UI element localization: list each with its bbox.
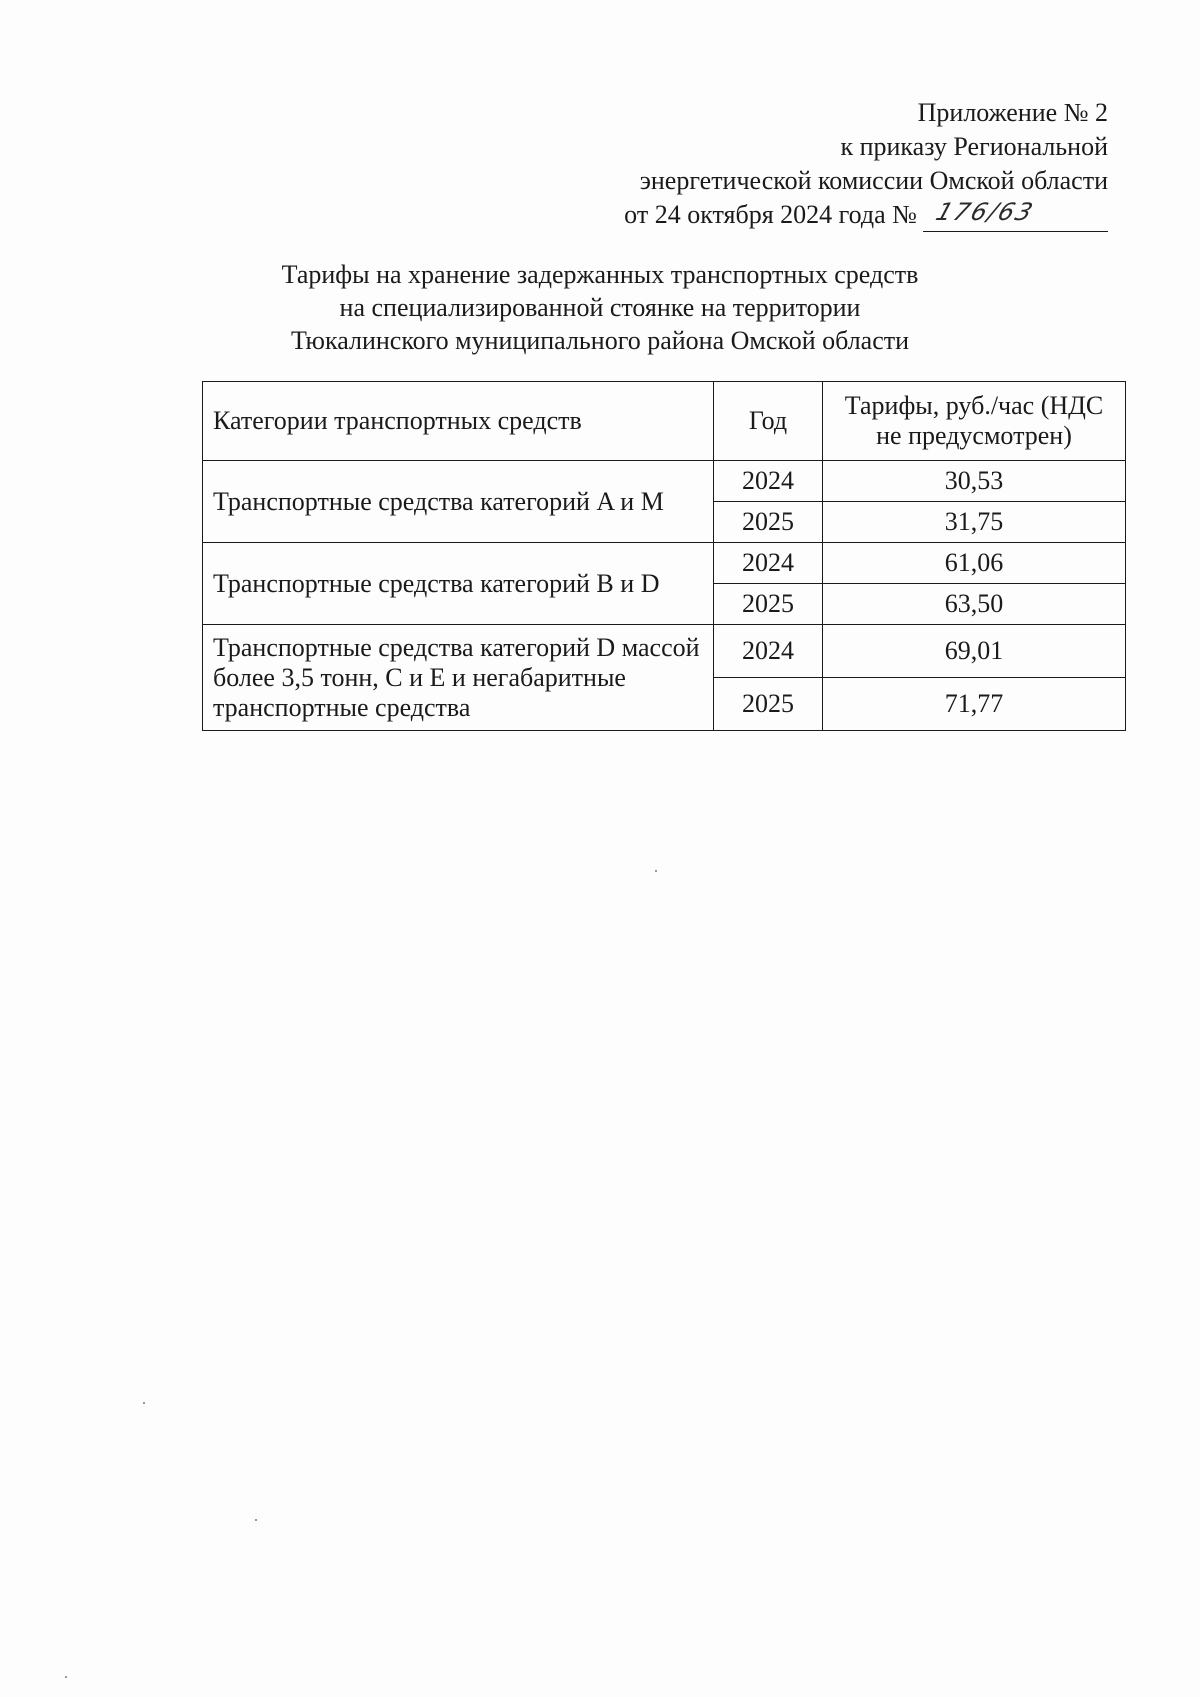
year-cell: 2024 <box>714 625 823 678</box>
document-title <box>0 258 1200 357</box>
year-cell: 2025 <box>714 502 823 543</box>
year-cell: 2025 <box>714 678 823 731</box>
header-tariff: Тарифы, руб./час (НДС не предусмотрен) <box>823 382 1126 461</box>
header-category: Категории транспортных средств <box>203 382 714 461</box>
scan-speck <box>255 1519 257 1521</box>
title-line-3: Тюкалинского муниципального района Омской области <box>290 326 910 355</box>
order-number-handwritten: 176/63 <box>932 198 1038 226</box>
appendix-order-reference: к приказу Региональной <box>840 132 1108 161</box>
tariff-cell: 71,77 <box>823 678 1126 731</box>
tariff-cell: 31,75 <box>823 502 1126 543</box>
tariff-cell: 63,50 <box>823 584 1126 625</box>
year-cell: 2025 <box>714 584 823 625</box>
category-cell: Транспортные средства категорий B и D <box>203 543 714 625</box>
scan-speck <box>143 1402 145 1404</box>
table-header-row <box>203 382 1126 461</box>
table-row <box>203 625 1126 678</box>
appendix-number: Приложение № 2 <box>917 98 1108 127</box>
scan-speck <box>65 1676 67 1678</box>
header-year: Год <box>714 382 823 461</box>
title-line-1: Тарифы на хранение задержанных транспортных средств <box>281 260 919 289</box>
appendix-header <box>624 96 1108 232</box>
appendix-date-line <box>624 198 1108 232</box>
category-cell: Транспортные средства категорий D массой более 3,5 тонн, C и E и негабаритные транспортные средства <box>203 625 714 731</box>
table-row <box>203 461 1126 502</box>
tariffs-table <box>202 381 1126 731</box>
year-cell: 2024 <box>714 461 823 502</box>
year-cell: 2024 <box>714 543 823 584</box>
tariff-cell: 69,01 <box>823 625 1126 678</box>
table-row <box>203 543 1126 584</box>
appendix-commission: энергетической комиссии Омской области <box>639 166 1108 195</box>
tariff-cell: 61,06 <box>823 543 1126 584</box>
title-line-2: на специализированной стоянке на территории <box>339 293 861 322</box>
tariff-cell: 30,53 <box>823 461 1126 502</box>
category-cell: Транспортные средства категорий A и M <box>203 461 714 543</box>
scan-speck <box>655 870 657 872</box>
order-number-field <box>923 198 1108 232</box>
appendix-date: от 24 октября 2024 года № <box>624 200 917 229</box>
